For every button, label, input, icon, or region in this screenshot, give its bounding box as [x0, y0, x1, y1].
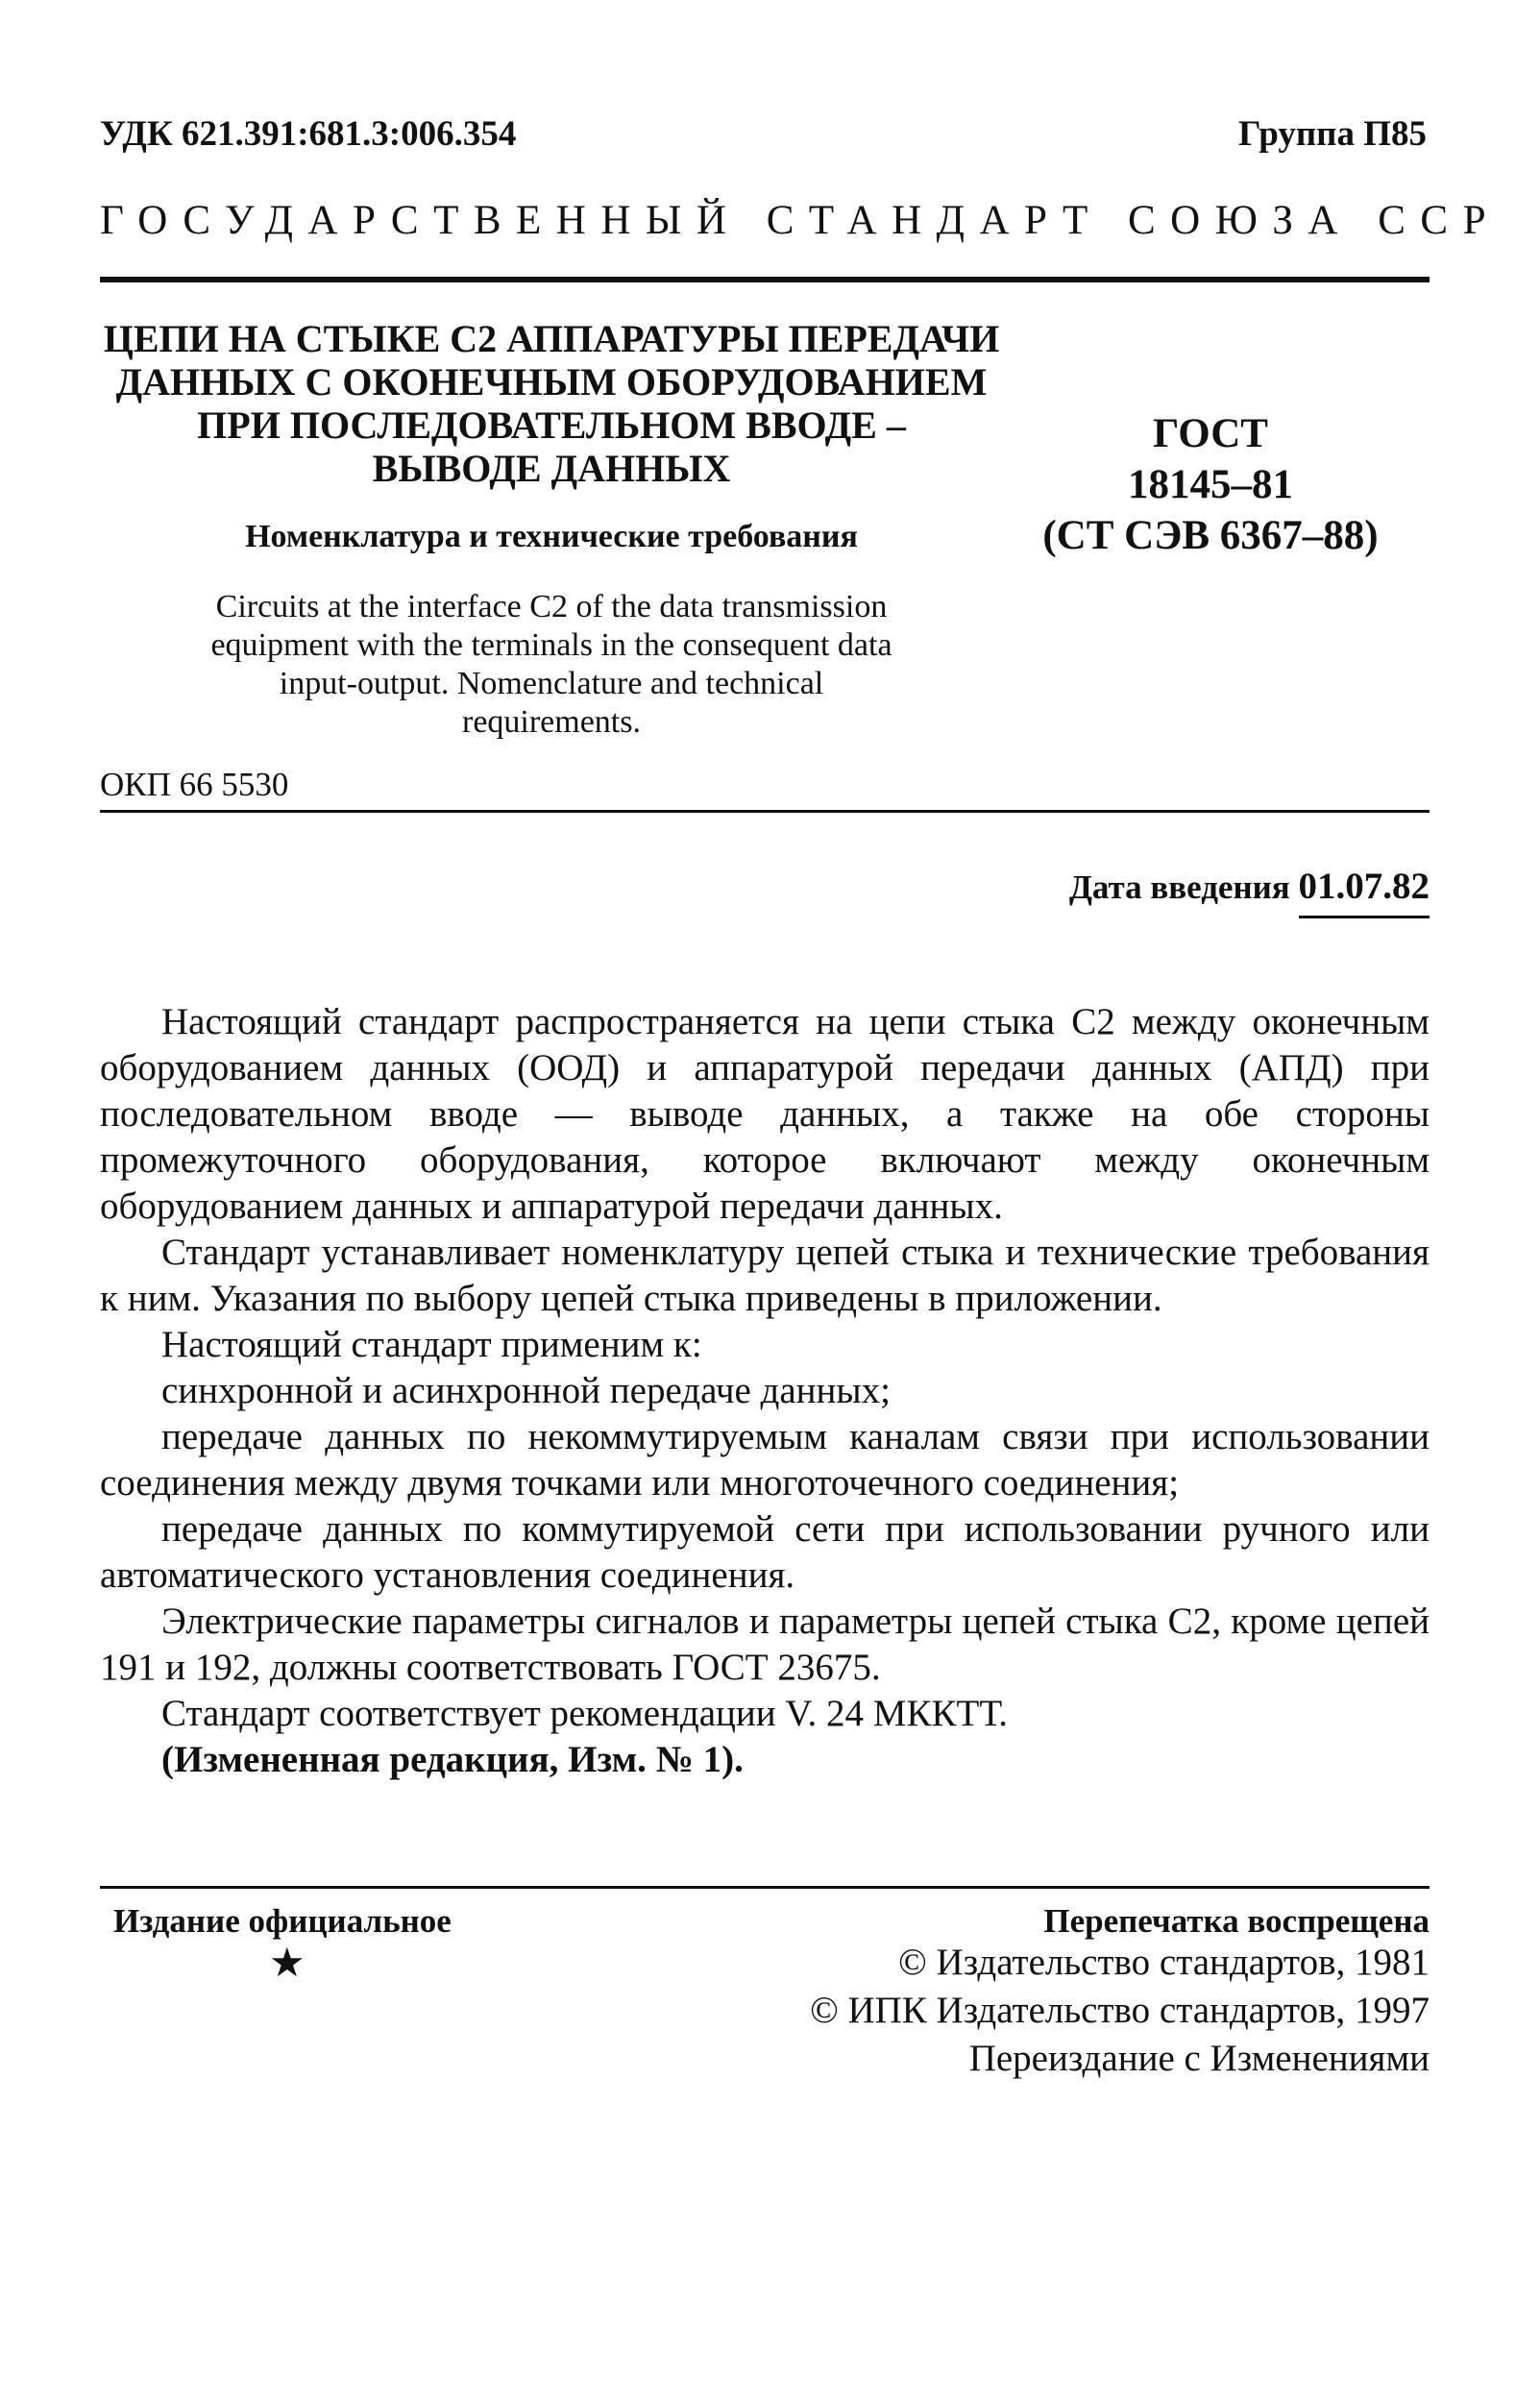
english-title-line: input-output. Nomenclature and technical	[279, 666, 824, 701]
footer-divider	[100, 1886, 1430, 1889]
gost-label: ГОСТ	[1153, 411, 1268, 456]
introduction-date	[1069, 865, 1430, 908]
document-body	[100, 999, 1430, 1783]
title-line: ПРИ ПОСЛЕДОВАТЕЛЬНОМ ВВОДЕ –	[197, 404, 906, 447]
document-title	[100, 317, 1003, 490]
english-title-line: requirements.	[462, 704, 641, 740]
state-standard-heading: ГОСУДАРСТВЕННЫЙ СТАНДАРТ СОЮЗА ССР	[100, 198, 1502, 243]
title-line: ЦЕПИ НА СТЫКЕ С2 АППАРАТУРЫ ПЕРЕДАЧИ	[103, 317, 1000, 360]
official-edition: Издание официальное	[113, 1902, 452, 1940]
copyright-line: © ИПК Издательство стандартов, 1997	[810, 1990, 1430, 2031]
star-icon: ★	[269, 1942, 306, 1986]
udk-code: УДК 621.391:681.3:006.354	[100, 114, 517, 154]
group-code: Группа П85	[1238, 114, 1427, 154]
copyright-line: © Издательство стандартов, 1981	[898, 1942, 1430, 1983]
body-paragraph: передаче данных по коммутируемой сети при использовании ручного или автоматического установления соединения.	[100, 1508, 1430, 1596]
document-subtitle: Номенклатура и технические требования	[245, 519, 858, 554]
body-paragraph: передаче данных по некоммутируемым каналам связи при использовании соединения между двумя точками или многоточечного соединения;	[100, 1416, 1430, 1504]
gost-number: 18145–81	[1128, 462, 1293, 507]
okp-code: ОКП 66 5530	[100, 766, 289, 803]
copyright-line: Переиздание с Изменениями	[968, 2038, 1430, 2079]
gost-designation	[1009, 408, 1412, 561]
body-paragraph: синхронной и асинхронной передаче данных;	[161, 1370, 891, 1411]
title-line: ВЫВОДЕ ДАННЫХ	[372, 447, 731, 490]
date-underline	[1299, 916, 1430, 918]
body-paragraph: Настоящий стандарт применим к:	[161, 1324, 702, 1365]
english-title	[100, 588, 1003, 742]
body-paragraph: Электрические параметры сигналов и параметры цепей стыка С2, кроме цепей 191 и 192, должны соответствовать ГОСТ 23675.	[100, 1601, 1430, 1688]
date-value: 01.07.82	[1298, 866, 1430, 907]
sev-number: (СТ СЭВ 6367–88)	[1042, 513, 1379, 558]
english-title-line: Circuits at the interface C2 of the data transmission	[215, 589, 888, 624]
top-divider	[100, 277, 1430, 282]
body-paragraph: Стандарт соответствует рекомендации V. 24 МККТТ.	[161, 1693, 1009, 1734]
date-label: Дата введения	[1068, 868, 1290, 906]
title-line: ДАННЫХ С ОКОНЕЧНЫМ ОБОРУДОВАНИЕМ	[115, 360, 988, 404]
body-paragraph: Стандарт устанавливает номенклатуру цепей стыка и технические требования к ним. Указания по выбору цепей стыка приведены в приложении.	[100, 1232, 1430, 1319]
reprint-prohibited: Перепечатка воспрещена	[1043, 1902, 1430, 1940]
copyright-block	[603, 1939, 1430, 2083]
english-title-line: equipment with the terminals in the consequent data	[210, 627, 892, 663]
body-paragraph: Настоящий стандарт распространяется на цепи стыка С2 между оконечным оборудованием данных (ООД) и аппаратурой передачи данных (АПД) при последовательном вводе — выводе данных, а также на обе стороны промежуточного оборудования, которое включают между оконечным оборудованием данных и аппаратурой передачи данных.	[100, 1001, 1430, 1227]
middle-divider	[100, 810, 1430, 813]
amendment-note: (Измененная редакция, Изм. № 1).	[161, 1739, 744, 1780]
